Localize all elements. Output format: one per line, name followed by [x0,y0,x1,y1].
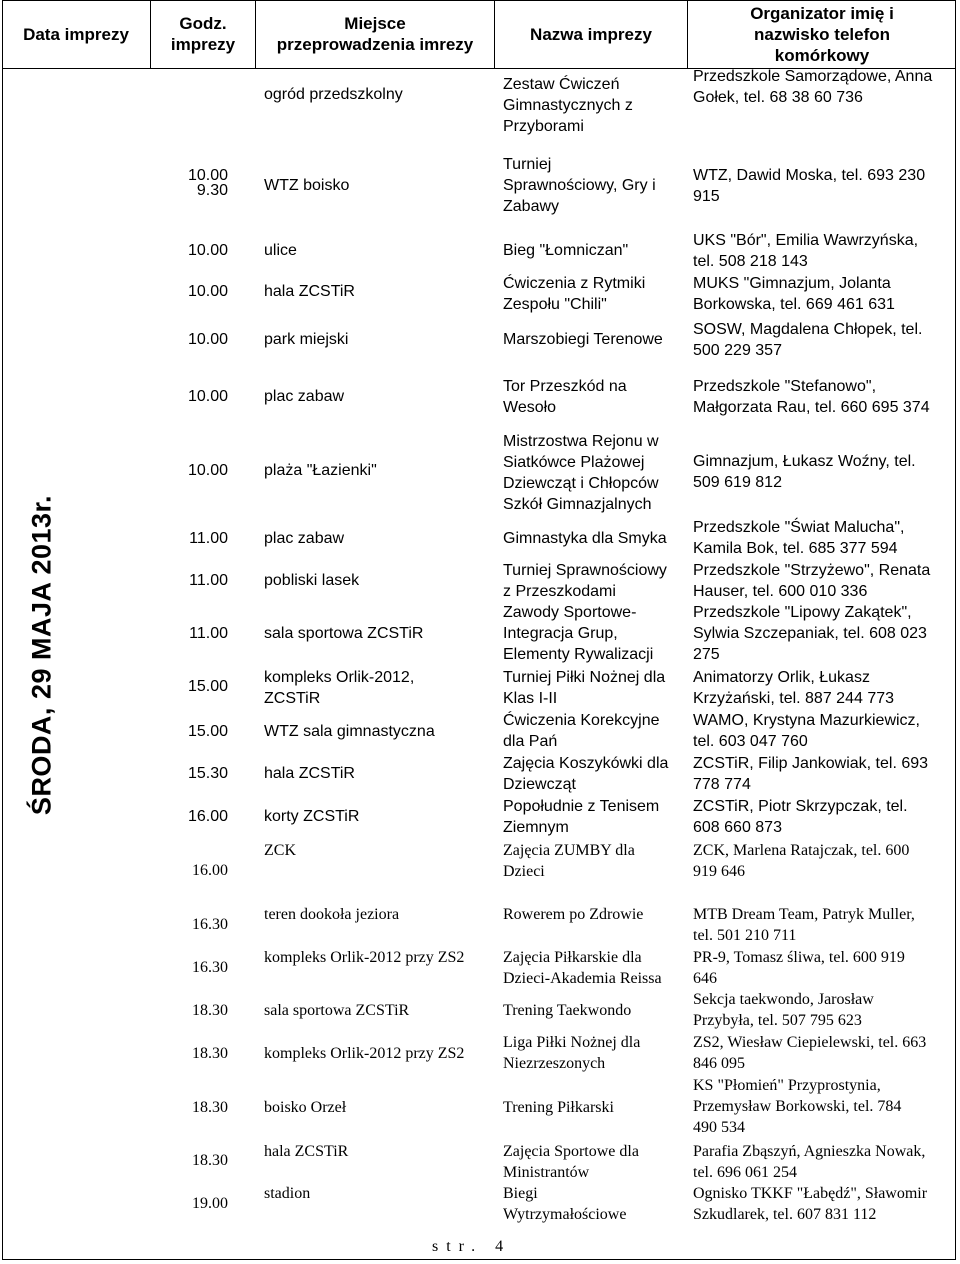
event-time: 11.00 [189,572,228,589]
event-place: kompleks Orlik-2012, ZCSTiR [264,669,415,707]
event-name: Zajęcia Sportowe dla Ministrantów [503,1143,639,1181]
header-place: Miejsce przeprowadzenia imrezy [276,14,474,54]
event-time: 15.00 [187,678,228,695]
event-place: sala sportowa ZCSTiR [264,1002,410,1019]
event-organizer: WAMO, Krystyna Mazurkiewicz, tel. 603 047 760 [693,712,920,750]
event-place: kompleks Orlik-2012 przy ZS2 [264,949,465,966]
event-time: 10.00 [187,462,228,479]
event-time: 11.00 [189,530,228,547]
event-name: Zajęcia ZUMBY dla Dzieci [503,842,635,880]
event-name: Zawody Sportowe- Integracja Grup, Elementy Rywalizacji [503,604,654,663]
event-time: 16.30 [192,916,228,933]
event-time: 10.00 [187,331,228,348]
event-time: 16.00 [192,862,228,879]
event-place: teren dookoła jeziora [264,906,400,923]
event-name: Ćwiczenia Korekcyjne dla Pań [503,712,660,750]
event-organizer: ZCK, Marlena Ratajczak, tel. 600 919 646 [693,842,910,880]
event-organizer: Animatorzy Orlik, Łukasz Krzyżański, tel. 887 244 773 [693,669,895,707]
event-place: hala ZCSTiR [264,1143,349,1160]
event-name: Biegi Wytrzymałościowe [503,1185,627,1223]
event-name: Turniej Piłki Nożnej dla Klas I-II [503,669,666,707]
event-date: ŚRODA, 29 MAJA 2013r. [26,494,57,816]
event-name: Ćwiczenia z Rytmiki Zespołu "Chili" [503,275,646,313]
page-number: str. 4 [432,1238,512,1255]
event-organizer: SOSW, Magdalena Chłopek, tel. 500 229 357 [693,321,923,359]
event-time: 18.30 [192,1152,228,1169]
event-name: Popołudnie z Tenisem Ziemnym [503,798,660,836]
event-time: 10.00 [187,283,228,300]
event-organizer: Sekcja taekwondo, Jarosław Przybyła, tel. 507 795 623 [693,991,874,1029]
event-name: Turniej Sprawnościowy z Przeszkodami [503,562,667,600]
event-place: WTZ sala gimnastyczna [264,723,435,740]
event-place: stadion [264,1185,311,1202]
event-place: kompleks Orlik-2012 przy ZS2 [264,1045,465,1062]
header-organizer: Organizator imię i nazwisko telefon komórkowy [750,3,894,65]
event-place: plac zabaw [264,388,345,405]
event-name: Liga Piłki Nożnej dla Niezrzeszonych [503,1034,641,1072]
event-place: ogród przedszkolny [264,86,403,103]
event-organizer: Przedszkole Samorządowe, Anna Gołek, tel. 68 38 60 736 [693,68,933,106]
event-place: park miejski [264,331,349,348]
event-place: ZCK [264,842,296,859]
event-time: 15.30 [187,765,228,782]
header-date: Data imprezy [23,24,129,44]
event-name: Marszobiegi Terenowe [503,331,663,348]
event-organizer: MUKS "Gimnazjum, Jolanta Borkowska, tel. 669 461 631 [693,275,895,313]
event-organizer: ZS2, Wiesław Ciepielewski, tel. 663 846 095 [693,1034,927,1072]
event-name: Trening Piłkarski [503,1099,614,1116]
event-time: 10.00 [187,388,228,405]
event-name: Bieg "Łomniczan" [503,242,629,259]
event-organizer: Przedszkole "Lipowy Zakątek", Sylwia Szczepaniak, tel. 608 023 275 [693,604,927,663]
event-place: WTZ boisko [264,177,350,194]
event-organizer: Parafia Zbąszyń, Agnieszka Nowak, tel. 696 061 254 [693,1143,926,1181]
event-place: hala ZCSTiR [264,765,355,782]
event-time: 15.00 [187,723,228,740]
event-name: Trening Taekwondo [503,1002,632,1019]
header-name: Nazwa imprezy [530,24,652,44]
event-name: Zajęcia Koszykówki dla Dziewcząt [503,755,669,793]
event-place: ulice [264,242,297,259]
event-place: sala sportowa ZCSTiR [264,625,424,642]
event-time: 16.00 [187,808,228,825]
event-name: Turniej Sprawnościowy, Gry i Zabawy [503,156,656,215]
event-time: 11.00 [189,625,228,642]
event-name: Gimnastyka dla Smyka [503,530,667,547]
event-time: 16.30 [192,959,228,976]
event-organizer: PR-9, Tomasz śliwa, tel. 600 919 646 [693,949,905,987]
event-name: Mistrzostwa Rejonu w Siatkówce Plażowej Dziewcząt i Chłopców Szkół Gimnazjalnych [503,433,659,513]
event-time: 18.30 [192,1045,228,1062]
event-place: plac zabaw [264,530,345,547]
event-organizer: Ognisko TKKF "Łabędź", Sławomir Szkudlarek, tel. 607 831 112 [693,1185,928,1223]
event-organizer: Przedszkole "Strzyżewo", Renata Hauser, tel. 600 010 336 [693,562,931,600]
event-place: boisko Orzeł [264,1099,347,1116]
event-time: 9.30 [196,182,228,199]
event-organizer: ZCSTiR, Filip Jankowiak, tel. 693 778 774 [693,755,929,793]
event-time: 10.00 [187,167,228,184]
event-organizer: UKS "Bór", Emilia Wawrzyńska, tel. 508 218 143 [693,232,919,270]
event-organizer: MTB Dream Team, Patryk Muller, tel. 501 210 711 [693,906,915,944]
event-organizer: ZCSTiR, Piotr Skrzypczak, tel. 608 660 873 [693,798,908,836]
event-name: Rowerem po Zdrowie [503,906,644,923]
event-time: 18.30 [192,1002,228,1019]
event-place: plaża "Łazienki" [264,462,377,479]
event-time: 18.30 [192,1099,228,1116]
header-time: Godz. imprezy [170,14,236,54]
event-name: Zestaw Ćwiczeń Gimnastycznych z Przyborami [503,76,633,135]
event-place: korty ZCSTiR [264,808,360,825]
event-organizer: WTZ, Dawid Moska, tel. 693 230 915 [693,167,926,205]
event-organizer: Gimnazjum, Łukasz Woźny, tel. 509 619 812 [693,453,916,491]
event-organizer: Przedszkole "Świat Malucha", Kamila Bok, tel. 685 377 594 [693,519,905,557]
event-place: pobliski lasek [264,572,360,589]
event-place: hala ZCSTiR [264,283,355,300]
event-time: 10.00 [187,242,228,259]
event-name: Tor Przeszkód na Wesoło [503,378,627,416]
event-organizer: Przedszkole "Stefanowo", Małgorzata Rau, tel. 660 695 374 [693,378,930,416]
event-organizer: KS "Płomień" Przyprostynia, Przemysław Borkowski, tel. 784 490 534 [693,1077,902,1136]
event-name: Zajęcia Piłkarskie dla Dzieci-Akademia Reissa [503,949,662,987]
event-time: 19.00 [192,1195,228,1212]
